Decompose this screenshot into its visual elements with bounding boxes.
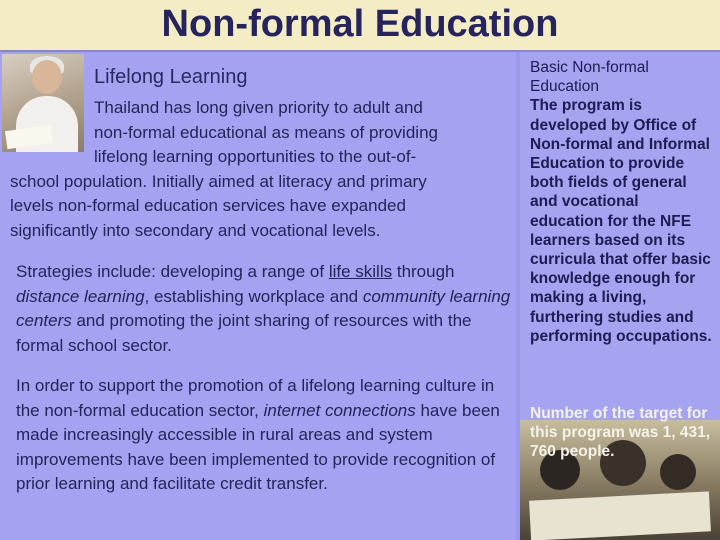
paragraph-intro <box>10 96 510 243</box>
intro-line: school population. Initially aimed at literacy and primary <box>10 171 427 191</box>
strategies-text: through <box>392 262 455 281</box>
intro-line: significantly into secondary and vocational levels. <box>10 220 381 240</box>
intro-line: levels non-formal education services have expanded <box>10 196 406 215</box>
page-title: Non-formal Education <box>161 3 559 45</box>
intro-line: Thailand has long given priority to adult and <box>94 98 423 117</box>
target-count-text: Number of the target for this program was 1, 431, 760 people. <box>530 405 711 461</box>
internet-connections-term: internet connections <box>263 400 416 420</box>
paragraph-internet <box>16 374 512 497</box>
strategies-text: , establishing workplace and <box>144 286 363 306</box>
community-learning-term: community learning centers <box>16 286 511 330</box>
basic-nfe-body: The program is developed by Office of Non-formal and Informal Education to provide both fields of general and vocational education for the NFE learners based on its curricula that offer basic knowledge enough for making a living, furthering studies and performing occupations. <box>530 97 712 345</box>
life-skills-link[interactable]: life skills <box>328 262 393 281</box>
intro-line: lifelong learning opportunities to the out-of- <box>94 147 417 166</box>
basic-nfe-text <box>530 58 716 346</box>
internet-text: have been made increasingly accessible in rural areas and system improvements have been implemented to provide recognition of prior learning and facilitate credit transfer. <box>16 400 500 493</box>
strategies-text: Strategies include: developing a range of <box>16 262 329 281</box>
basic-nfe-heading: Basic Non-formal Education <box>530 59 649 96</box>
section-subtitle: Lifelong Learning <box>94 66 248 88</box>
distance-learning-term: distance learning <box>16 286 145 306</box>
internet-text: In order to support the promotion of a lifelong learning culture in the non-formal education sector, <box>16 376 495 420</box>
paragraph-strategies <box>16 260 512 358</box>
intro-line: non-formal educational as means of providing <box>94 122 438 142</box>
strategies-text: and promoting the joint sharing of resources with the formal school sector. <box>16 311 472 355</box>
